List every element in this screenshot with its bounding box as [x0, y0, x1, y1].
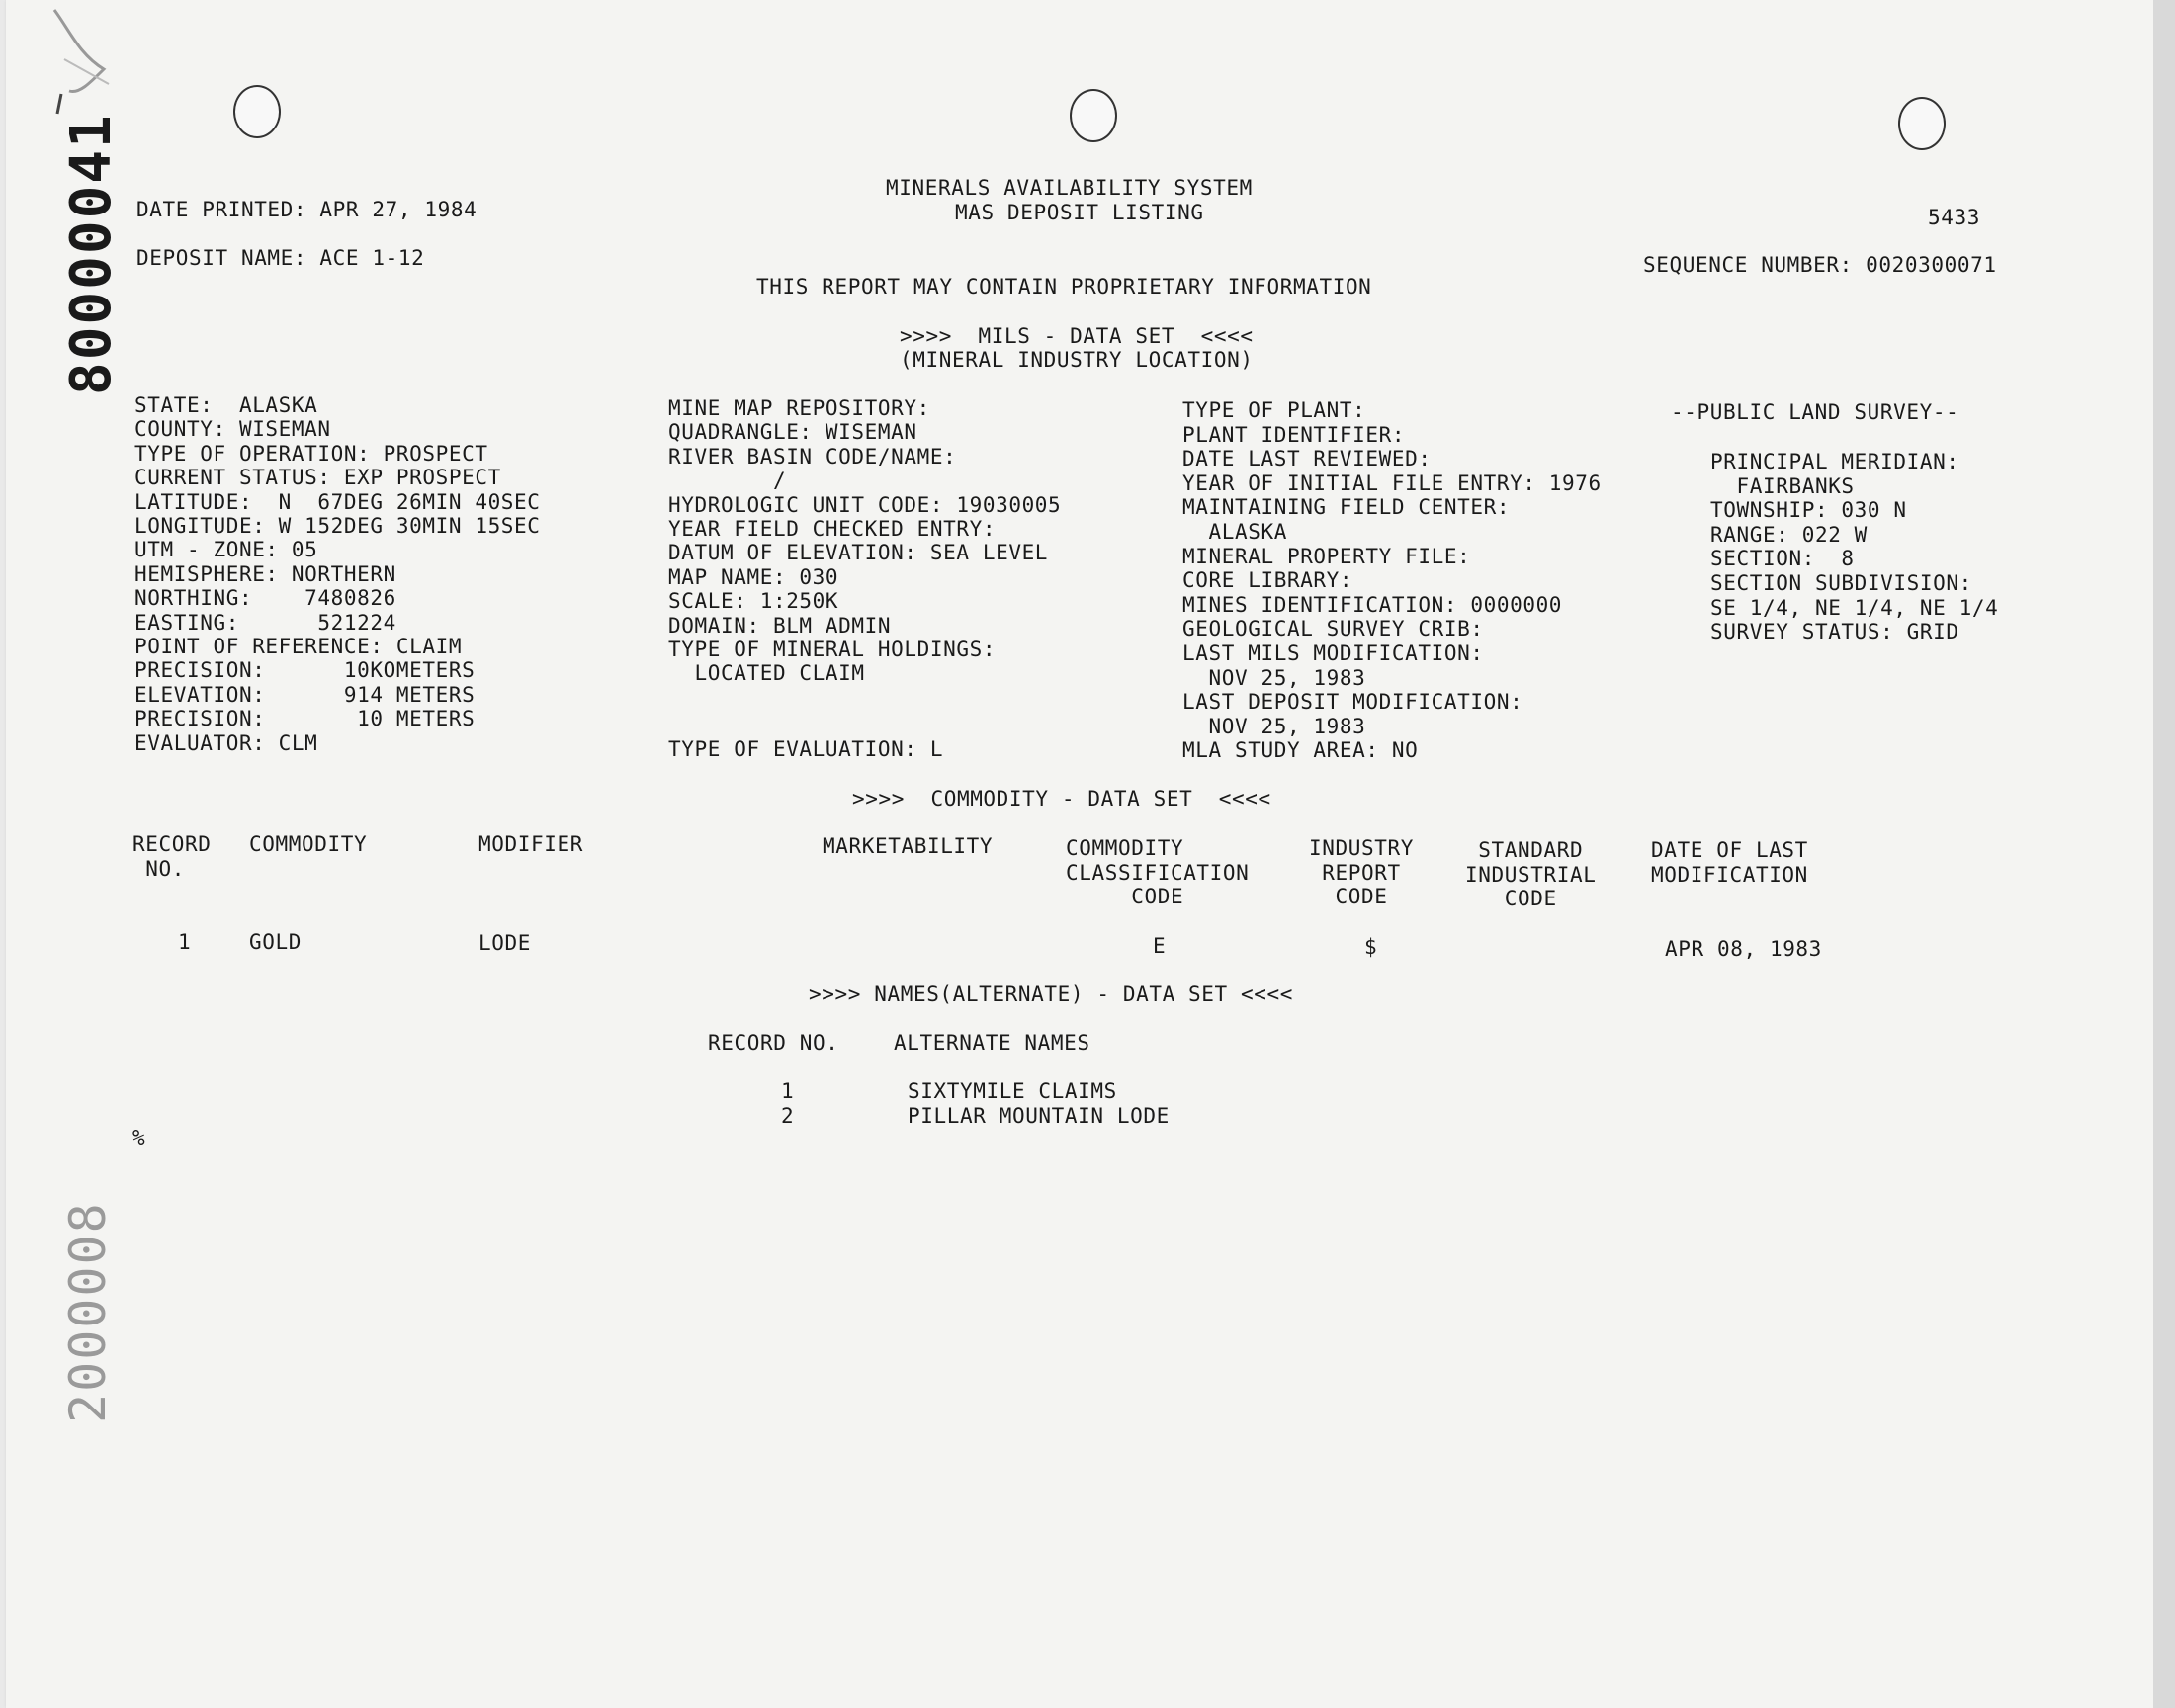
field-line: DATUM OF ELEVATION: SEA LEVEL — [668, 541, 1049, 565]
field-line: SURVEY STATUS: GRID — [1710, 620, 1959, 644]
name-record-no: 1 — [781, 1079, 795, 1103]
names-header-record-no: RECORD NO. — [708, 1031, 839, 1055]
col-header-modifier: MODIFIER — [478, 832, 583, 856]
field-line: PRECISION: 10KOMETERS — [134, 658, 476, 683]
field-line: MLA STUDY AREA: NO — [1182, 738, 1419, 763]
field-line: YEAR OF INITIAL FILE ENTRY: 1976 — [1182, 470, 1602, 495]
row-commodity: GOLD — [249, 930, 302, 954]
field-line: LATITUDE: N 67DEG 26MIN 40SEC — [134, 489, 541, 514]
system-title: MINERALS AVAILABILITY SYSTEM — [886, 176, 1253, 200]
field-line: POINT OF REFERENCE: CLAIM — [134, 635, 463, 658]
row-classification: E — [1153, 934, 1167, 958]
field-line: PRECISION: 10 METERS — [134, 707, 476, 731]
field-line: TOWNSHIP: 030 N — [1710, 498, 1907, 523]
field-line: ALASKA — [1182, 520, 1287, 544]
scanner-background — [2153, 0, 2175, 1708]
field-line: TYPE OF MINERAL HOLDINGS: — [668, 638, 997, 661]
field-line: FAIRBANKS — [1710, 473, 1855, 498]
field-line: CORE LIBRARY: — [1182, 568, 1353, 593]
col-header-commodity: COMMODITY — [249, 832, 368, 856]
col-header-marketability: MARKETABILITY — [823, 834, 994, 858]
punch-hole-right — [1898, 97, 1946, 150]
field-line: MINES IDENTIFICATION: 0000000 — [1182, 592, 1563, 617]
field-line: NOV 25, 1983 — [1182, 665, 1366, 690]
row-industry-report: $ — [1364, 935, 1378, 959]
field-line: EVALUATOR: CLM — [134, 730, 318, 755]
field-line: LAST MILS MODIFICATION: — [1182, 641, 1484, 665]
field-line: LAST DEPOSIT MODIFICATION: — [1182, 690, 1523, 715]
mils-subheading: (MINERAL INDUSTRY LOCATION) — [900, 348, 1254, 372]
field-line: SECTION SUBDIVISION: — [1710, 571, 1972, 595]
field-line: GEOLOGICAL SURVEY CRIB: — [1182, 617, 1484, 641]
type-of-evaluation: TYPE OF EVALUATION: L — [668, 737, 944, 761]
field-line: RIVER BASIN CODE/NAME: — [668, 444, 957, 469]
row-record-no: 1 — [178, 930, 192, 954]
field-line: TYPE OF OPERATION: PROSPECT — [134, 441, 488, 466]
field-line: COUNTY: WISEMAN — [134, 417, 331, 442]
page-number: 5433 — [1928, 206, 1980, 229]
field-line: CURRENT STATUS: EXP PROSPECT — [134, 466, 501, 490]
field-line: LOCATED CLAIM — [668, 661, 865, 686]
field-line: STATE: ALASKA — [134, 393, 318, 417]
names-header-alternate: ALTERNATE NAMES — [894, 1031, 1090, 1055]
field-line: HEMISPHERE: NORTHERN — [134, 561, 396, 586]
mils-heading: >>>> MILS - DATA SET <<<< — [900, 324, 1254, 348]
listing-title: MAS DEPOSIT LISTING — [955, 201, 1204, 224]
field-line: EASTING: 521224 — [134, 610, 396, 635]
field-line: SE 1/4, NE 1/4, NE 1/4 — [1710, 595, 1999, 620]
field-line: HYDROLOGIC UNIT CODE: 19030005 — [668, 492, 1062, 517]
row-last-mod: APR 08, 1983 — [1665, 937, 1822, 961]
sequence-number: SEQUENCE NUMBER: 0020300071 — [1643, 253, 1997, 277]
document-id-stamp: 80000041 — [59, 113, 124, 395]
proprietary-notice: THIS REPORT MAY CONTAIN PROPRIETARY INFORMATION — [756, 275, 1372, 299]
col-header-classification: COMMODITY CLASSIFICATION CODE — [1066, 836, 1250, 909]
alternate-name: PILLAR MOUNTAIN LODE — [908, 1104, 1170, 1128]
field-line: / — [668, 469, 787, 493]
field-line: NORTHING: 7480826 — [134, 586, 396, 611]
col-header-industry-report: INDUSTRY REPORT CODE — [1309, 836, 1414, 909]
document-id-stamp-faint: 2000008 — [59, 1201, 117, 1423]
alternate-name: SIXTYMILE CLAIMS — [908, 1079, 1117, 1103]
field-line: SCALE: 1:250K — [668, 589, 839, 614]
field-line: MAINTAINING FIELD CENTER: — [1182, 495, 1511, 520]
field-line: SECTION: 8 — [1710, 547, 1855, 571]
field-line: MAP NAME: 030 — [668, 564, 839, 589]
punch-hole-center — [1070, 89, 1117, 142]
field-line: NOV 25, 1983 — [1182, 714, 1366, 738]
field-line: MINERAL PROPERTY FILE: — [1182, 544, 1471, 568]
row-modifier: LODE — [478, 931, 531, 955]
col-header-sic: STANDARD INDUSTRIAL CODE — [1465, 838, 1597, 911]
field-line: YEAR FIELD CHECKED ENTRY: — [668, 517, 997, 541]
field-line: PLANT IDENTIFIER: — [1182, 422, 1406, 447]
end-of-record-mark: % — [132, 1126, 146, 1150]
field-line: PRINCIPAL MERIDIAN: — [1710, 450, 1959, 473]
field-line: UTM - ZONE: 05 — [134, 538, 318, 562]
deposit-name: DEPOSIT NAME: ACE 1-12 — [136, 246, 425, 270]
field-line: DOMAIN: BLM ADMIN — [668, 613, 892, 638]
field-line: LONGITUDE: W 152DEG 30MIN 15SEC — [134, 514, 541, 538]
page-curl-mark — [10, 0, 119, 119]
field-line: DATE LAST REVIEWED: — [1182, 447, 1432, 471]
field-line: TYPE OF PLANT: — [1182, 398, 1366, 422]
commodity-heading: >>>> COMMODITY - DATA SET <<<< — [852, 787, 1271, 811]
name-record-no: 2 — [781, 1104, 795, 1128]
field-line: ELEVATION: 914 METERS — [134, 682, 476, 707]
field-line: RANGE: 022 W — [1710, 522, 1868, 547]
field-line: MINE MAP REPOSITORY: — [668, 396, 930, 420]
punch-hole-left — [233, 85, 281, 138]
public-land-survey-heading: --PUBLIC LAND SURVEY-- — [1671, 400, 1959, 424]
names-heading: >>>> NAMES(ALTERNATE) - DATA SET <<<< — [809, 982, 1293, 1006]
col-header-record-no: RECORD NO. — [132, 832, 212, 881]
field-line: QUADRANGLE: WISEMAN — [668, 420, 917, 445]
date-printed: DATE PRINTED: APR 27, 1984 — [136, 198, 478, 221]
col-header-last-mod: DATE OF LAST MODIFICATION — [1651, 838, 1808, 887]
